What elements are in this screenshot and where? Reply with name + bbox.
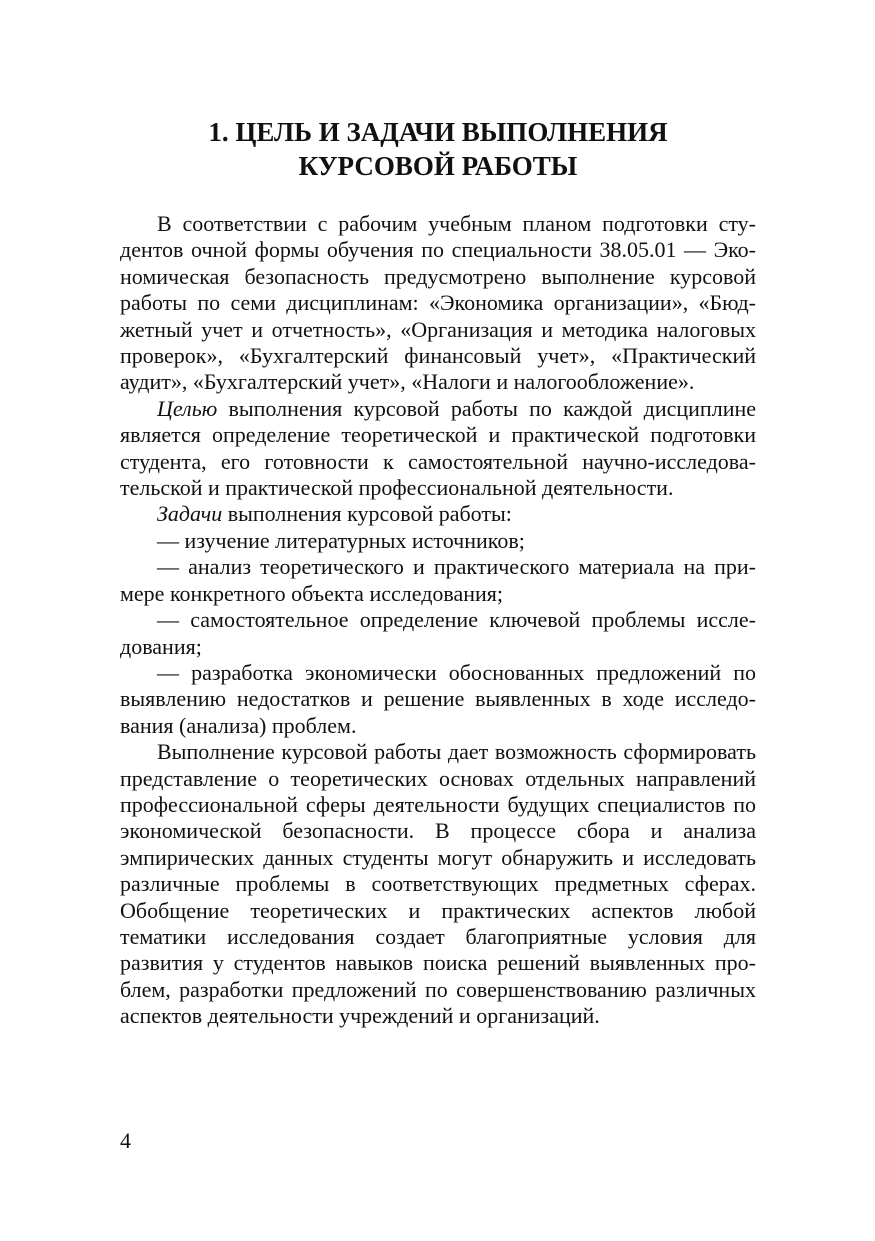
task-item-2: — анализ теоретического и практического материала на примере конкретного объекта исследования; (120, 554, 756, 606)
body-text (120, 211, 756, 1030)
page-number: 4 (120, 1128, 131, 1153)
paragraph-tasks (120, 501, 756, 527)
tasks-text: выполнения курсовой работы: (222, 501, 512, 527)
section-heading-line-2: КУРСОВОЙ РАБОТЫ (298, 151, 578, 181)
goal-text: выполнения курсовой работы по каждой дисциплине является определение теоретической и практической подготовки студента, его готовности к самостоятельной научно-исследовательской и практической профессиональной деятельности. (120, 395, 756, 501)
section-heading-line-1: 1. ЦЕЛЬ И ЗАДАЧИ ВЫПОЛНЕНИЯ (208, 117, 668, 147)
task-item-3: — самостоятельное определение ключевой проблемы исследования; (120, 607, 756, 659)
task-item-1: — изучение литературных источников; (157, 527, 525, 553)
task-item-4: — разработка экономически обоснованных предложений по выявлению недостатков и решение выявленных в ходе исследования (анализа) проблем. (120, 659, 756, 738)
tasks-term: Задачи (157, 501, 223, 527)
document-page (120, 115, 756, 1030)
section-heading (120, 115, 756, 183)
paragraph-goal (120, 396, 756, 502)
paragraph-intro: В соответствии с рабочим учебным планом подготовки студентов очной формы обучения по специальности 38.05.01 — Экономическая безопасность предусмотрено выполнение курсовой работы по семи дисциплинам: «Экономика организации», «Бюджетный учет и отчетность», «Организация и методика налоговых проверок», «Бухгалтерский финансовый учет», «Практический аудит», «Бухгалтерский учет», «Налоги и налогообложение». (120, 211, 756, 395)
paragraph-conclusion: Выполнение курсовой работы дает возможность сформировать представление о теоретических основах отдельных направлений профессиональной сферы деятельности будущих специалистов по экономической безопасности. В процессе сбора и анализа эмпирических данных студенты могут обнаружить и исследовать различные проблемы в соответствующих предметных сферах. Обобщение теоретических и практических аспектов любой тематики исследования создает благоприятные условия для развития у студентов навыков поиска решений выявленных проблем, разработки предложений по совершенствованию различных аспектов деятельности учреждений и организаций. (120, 739, 756, 1029)
goal-term: Целью (157, 395, 218, 421)
